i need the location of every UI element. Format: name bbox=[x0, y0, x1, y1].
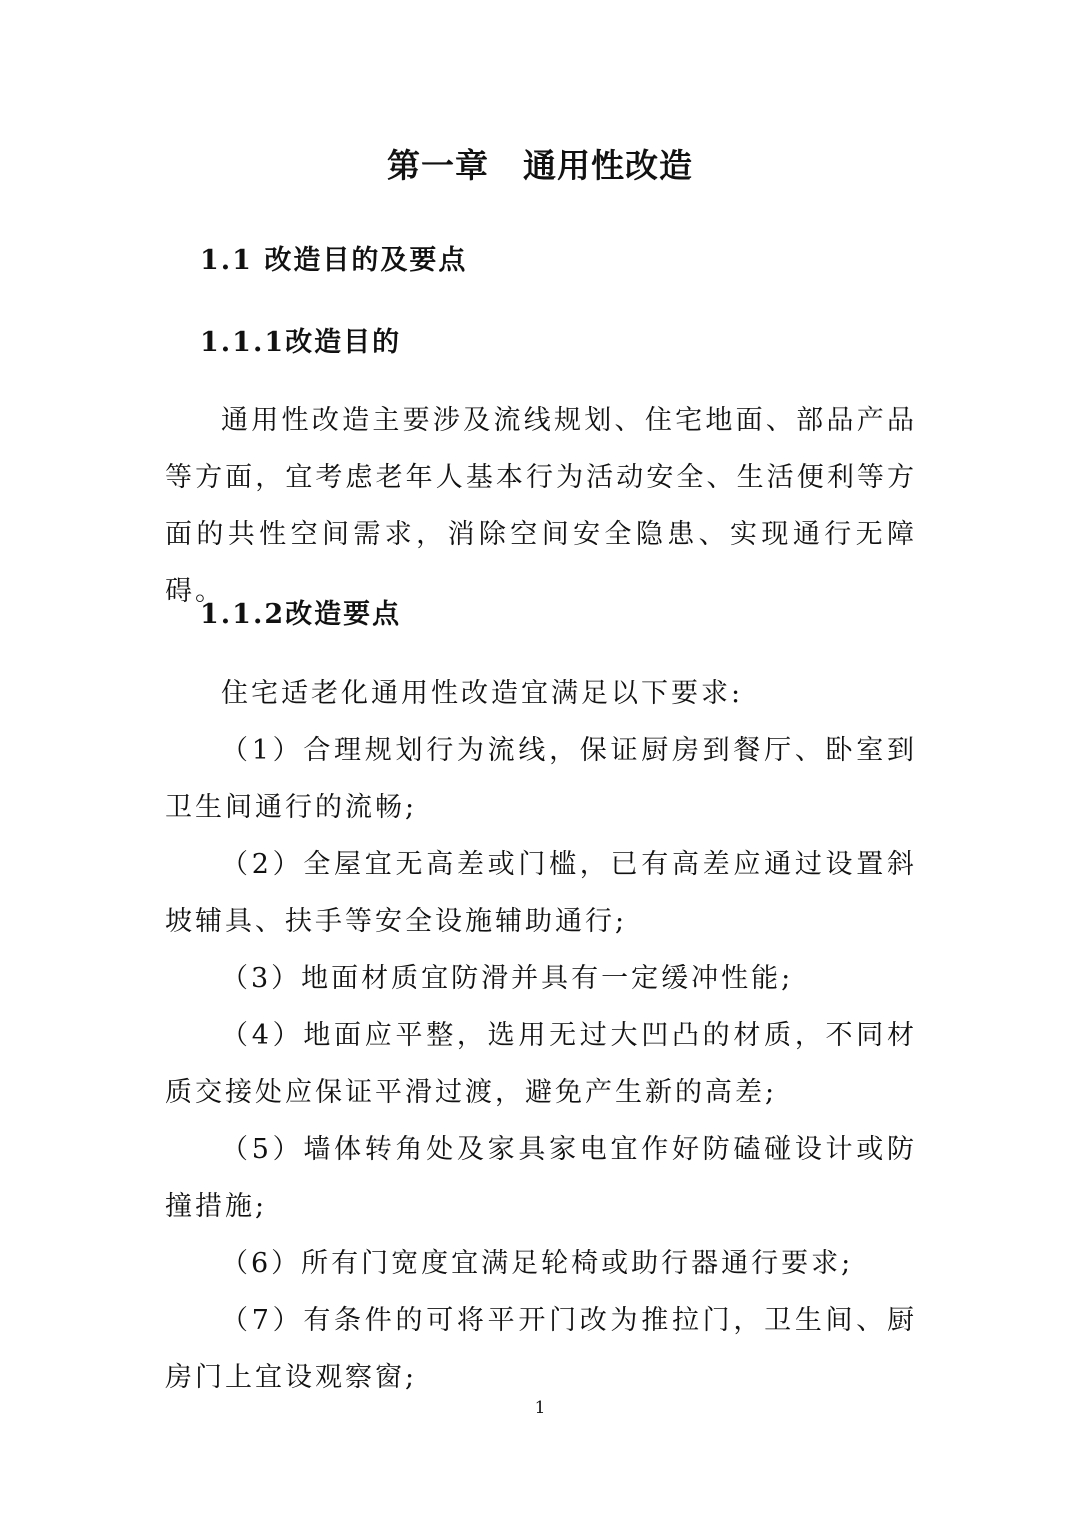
list-item: （5）墙体转角处及家具家电宜作好防磕碰设计或防撞措施; bbox=[165, 1134, 917, 1222]
requirements-list bbox=[165, 722, 917, 1406]
points-intro: 住宅适老化通用性改造宜满足以下要求: bbox=[221, 678, 744, 709]
section-heading: 1.1 改造目的及要点 bbox=[200, 245, 468, 276]
list-item: （2）全屋宜无高差或门槛，已有高差应通过设置斜坡辅具、扶手等安全设施辅助通行; bbox=[165, 849, 917, 937]
list-item: （4）地面应平整，选用无过大凹凸的材质，不同材质交接处应保证平滑过渡，避免产生新的高差; bbox=[165, 1020, 917, 1108]
list-item: （6）所有门宽度宜满足轮椅或助行器通行要求; bbox=[221, 1248, 854, 1279]
purpose-paragraph: 通用性改造主要涉及流线规划、住宅地面、部品产品等方面，宜考虑老年人基本行为活动安全、生活便利等方面的共性空间需求，消除空间安全隐患、实现通行无障碍。 bbox=[165, 405, 917, 607]
chapter-title: 第一章 通用性改造 bbox=[387, 146, 693, 185]
list-item: （1）合理规划行为流线，保证厨房到餐厅、卧室到卫生间通行的流畅; bbox=[165, 735, 917, 823]
subsection-heading-purpose: 1.1.1改造目的 bbox=[200, 327, 402, 358]
list-item: （7）有条件的可将平开门改为推拉门，卫生间、厨房门上宜设观察窗; bbox=[165, 1305, 917, 1393]
subsection-heading-points: 1.1.2改造要点 bbox=[200, 599, 402, 630]
page-number: 1 bbox=[534, 1398, 546, 1418]
list-item: （3）地面材质宜防滑并具有一定缓冲性能; bbox=[221, 963, 794, 994]
